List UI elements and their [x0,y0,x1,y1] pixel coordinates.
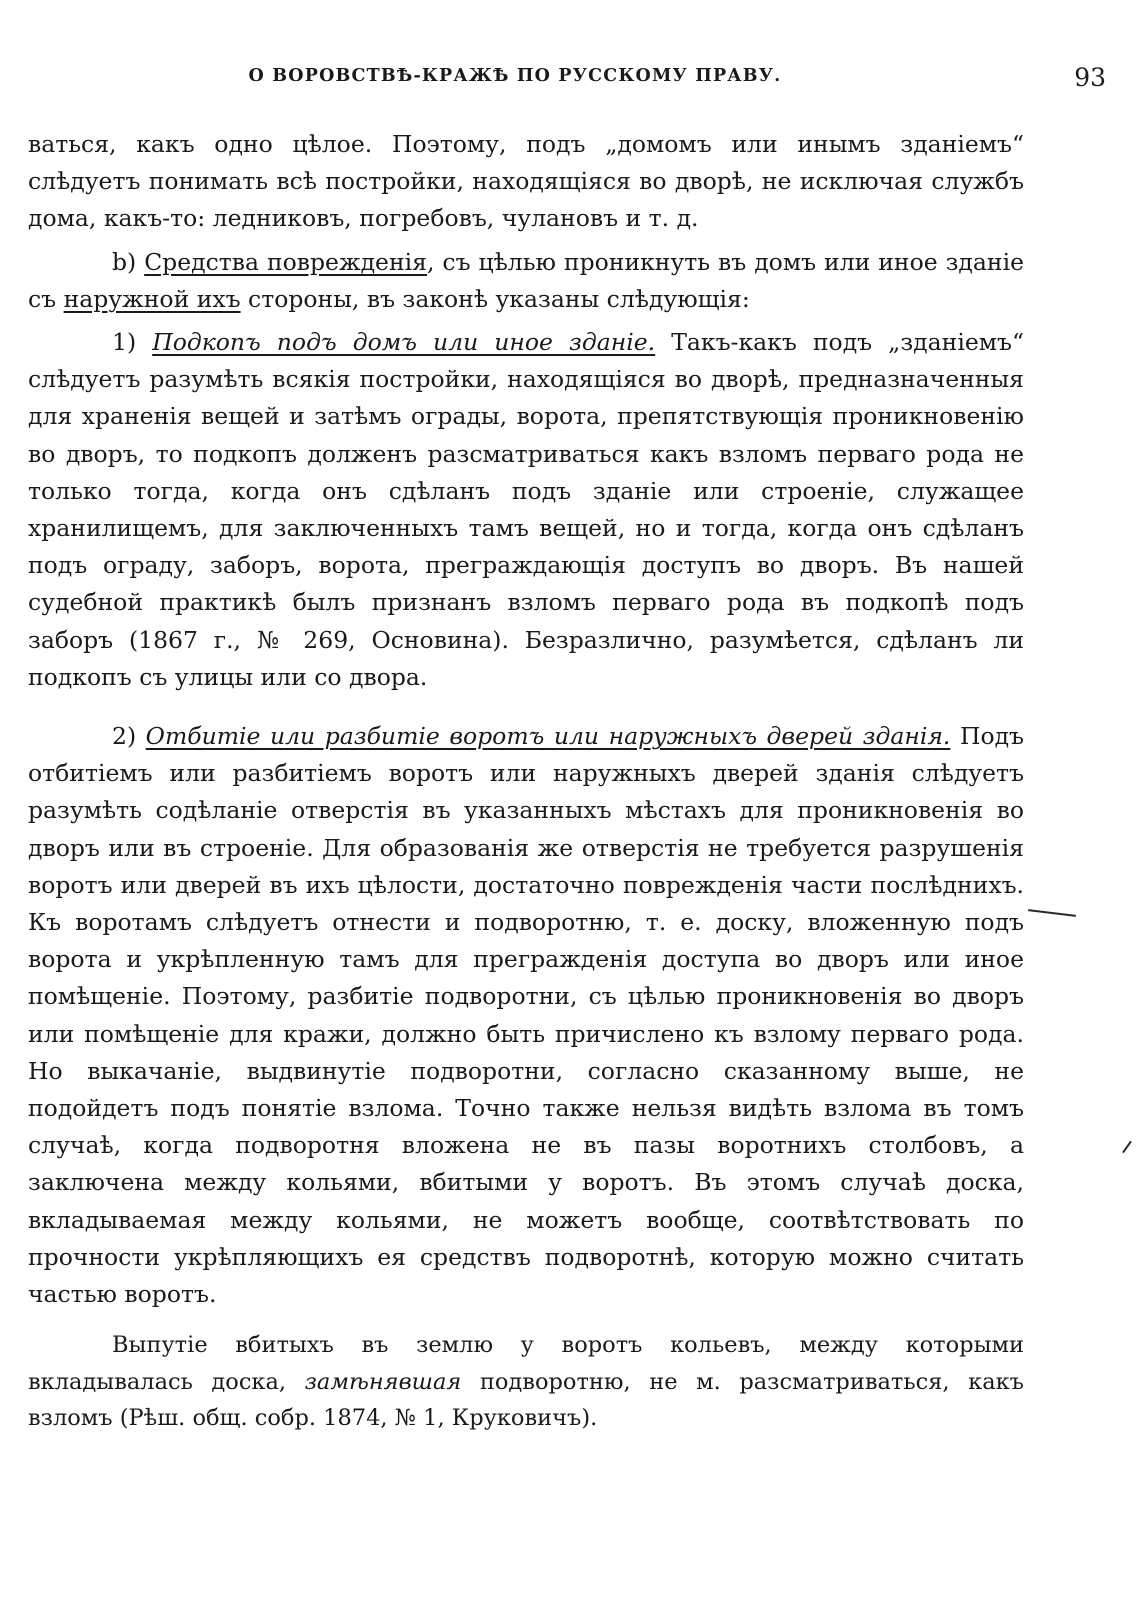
p4-number: 2) [112,722,146,751]
paragraph-3 [28,324,1024,696]
p4-text: Подъ отбитіемъ или разбитіемъ воротъ или наружныхъ дверей зданія слѣдуетъ разумѣть содѣланіе отверстія въ указанныхъ мѣстахъ для проникновенія во дворъ или въ строеніе. Для образованія же отверстія не требуется разрушенія воротъ или дверей въ ихъ цѣлости, достаточно поврежденія части послѣднихъ. Къ воротамъ слѣдуетъ отнести и подворотню, т. е. доску, вложенную подъ ворота и укрѣпленную тамъ для прегражденія доступа во дворъ или иное помѣщеніе. Поэтому, разбитіе подворотни, съ цѣлью проникновенія во дворъ или помѣщеніе для кражи, должно быть причислено къ взлому перваго рода. Но выкачаніе, выдвинутіе подворотни, согласно сказанному выше, не подойдетъ подъ понятіе взлома. Точно также нельзя видѣть взлома въ томъ случаѣ, когда подворотня вложена не въ пазы воротнихъ столбовъ, а заключена между кольями, вбитыми у воротъ. Въ этомъ случаѣ доска, вкладываемая между кольями, не можетъ вообще, соотвѣтствовать по прочности укрѣпляющихъ ея средствъ подворотнѣ, которую можно считать частью воротъ. [28,722,1025,1309]
p2-end: стороны, въ законѣ указаны слѣдующія: [240,284,750,313]
paragraph-2 [28,244,1024,318]
page-number: 93 [1074,63,1106,92]
p2-start: b) [112,247,145,276]
p2-underlined-1: Средства поврежденія [144,247,427,276]
p5-start: Выпутіе вбитыхъ въ землю у воротъ кольевъ, между которыми вкладывалась доска, [28,1332,1024,1395]
paragraph-4 [28,718,1024,1313]
p5-end: подворотню, не м. разсматриваться, какъ взломъ (Рѣш. общ. собр. 1874, № 1, Круковичъ). [28,1368,1024,1432]
p3-text: Такъ-какъ подъ „зданіемъ“ слѣдуетъ разумѣть всякія постройки, находящіяся во дворѣ, предназначенныя для храненія вещей и затѣмъ ограды, ворота, препятствующія проникновенію во дворъ, то подкопъ долженъ разсматриваться какъ взломъ перваго рода не только тогда, когда онъ сдѣланъ подъ зданіе или строеніе, служащее хранилищемъ, для заключенныхъ тамъ вещей, но и тогда, когда онъ сдѣланъ подъ ограду, заборъ, ворота, преграждающія доступъ во дворъ. Въ нашей судебной практикѣ былъ признанъ взломъ перваго рода въ подкопѣ подъ заборъ (1867 г., № 269, Основина). Безразлично, разумѣется, сдѣланъ ли подкопъ съ улицы или со двора. [28,328,1024,691]
p2-mid: , съ цѣлью проникнуть въ домъ или иное зданіе съ [28,247,1025,313]
margin-pen-stroke [1028,909,1076,917]
p5-italic: замѣнявшая [304,1368,462,1395]
margin-pen-tick [1122,1141,1132,1154]
page-header [28,63,1106,100]
p3-number: 1) [112,328,153,357]
body-text [28,126,1024,1437]
p2-underlined-2: наружной ихъ [63,284,241,313]
p4-heading: Отбитіе или разбитіе воротъ или наружныхъ дверей зданія. [145,722,951,751]
running-title: О ВОРОВСТВѢ-КРАЖѢ ПО РУССКОМУ ПРАВУ. [248,66,782,86]
p3-heading: Подкопъ подъ домъ или иное зданіе. [152,328,656,357]
paragraph-5 [28,1327,1024,1437]
paragraph-1: ваться, какъ одно цѣлое. Поэтому, подъ „домомъ или инымъ зданіемъ“ слѣдуетъ понимать всѣ постройки, находящіяся во дворѣ, не исключая службъ дома, какъ-то: ледниковъ, погребовъ, чулановъ и т. д. [28,130,1024,233]
